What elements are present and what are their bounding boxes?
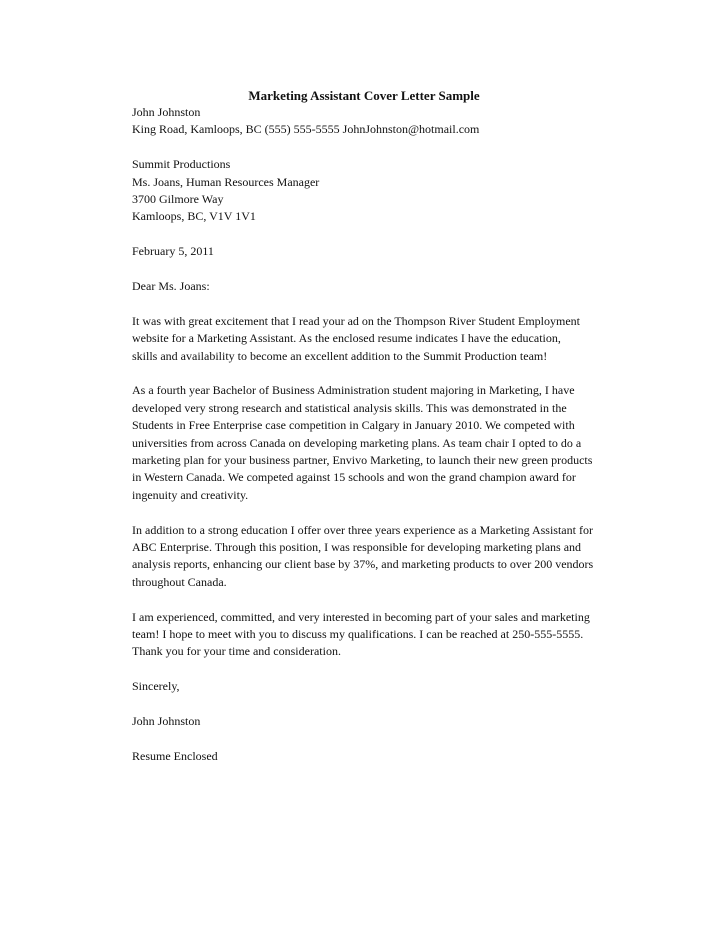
paragraph-line: analysis reports, enhancing our client base by 37%, and marketing products to over 200 vendors bbox=[132, 557, 594, 572]
paragraph-line: website for a Marketing Assistant. As the enclosed resume indicates I have the education, bbox=[132, 331, 561, 346]
paragraph-line: Thank you for your time and consideration. bbox=[132, 644, 341, 659]
paragraph-line: in Western Canada. We competed against 15 schools and won the grand champion award for bbox=[132, 470, 576, 485]
paragraph-line: As a fourth year Bachelor of Business Administration student majoring in Marketing, I have bbox=[132, 383, 575, 398]
recipient-city: Kamloops, BC, V1V 1V1 bbox=[132, 209, 256, 224]
closing: Sincerely, bbox=[132, 679, 180, 694]
paragraph-line: In addition to a strong education I offer over three years experience as a Marketing Assistant for bbox=[132, 522, 593, 537]
paragraph-1 bbox=[132, 313, 602, 365]
paragraph-line: skills and availability to become an excellent addition to the Summit Production team! bbox=[132, 348, 548, 363]
recipient-contact: Ms. Joans, Human Resources Manager bbox=[132, 174, 320, 189]
paragraph-line: marketing plan for your business partner, Envivo Marketing, to launch their new green products bbox=[132, 453, 593, 468]
recipient-company: Summit Productions bbox=[132, 157, 231, 172]
paragraph-3 bbox=[132, 522, 602, 592]
paragraph-line: universities from across Canada on developing marketing plans. As team chair I opted to do a bbox=[132, 435, 582, 450]
letter-body bbox=[132, 104, 602, 765]
paragraph-line: Students in Free Enterprise case competition in Calgary in January 2010. We competed with bbox=[132, 418, 575, 433]
spacer bbox=[132, 295, 602, 312]
recipient-street: 3700 Gilmore Way bbox=[132, 192, 224, 207]
letter-title: Marketing Assistant Cover Letter Sample bbox=[248, 88, 480, 103]
spacer bbox=[132, 696, 602, 713]
paragraph-2 bbox=[132, 382, 602, 504]
spacer bbox=[132, 261, 602, 278]
spacer bbox=[132, 730, 602, 747]
letter-date: February 5, 2011 bbox=[132, 244, 214, 259]
signature-name: John Johnston bbox=[132, 714, 201, 729]
salutation: Dear Ms. Joans: bbox=[132, 279, 210, 294]
paragraph-line: I am experienced, committed, and very interested in becoming part of your sales and marketing bbox=[132, 609, 590, 624]
spacer bbox=[132, 365, 602, 382]
enclosure-note: Resume Enclosed bbox=[132, 748, 218, 763]
spacer bbox=[132, 226, 602, 243]
paragraph-line: It was with great excitement that I read your ad on the Thompson River Student Employment bbox=[132, 313, 581, 328]
sender-name: John Johnston bbox=[132, 105, 201, 119]
paragraph-line: ABC Enterprise. Through this position, I was responsible for developing marketing plans and bbox=[132, 540, 582, 555]
paragraph-line: team! I hope to meet with you to discuss my qualifications. I can be reached at 250-555-5555. bbox=[132, 627, 584, 642]
spacer bbox=[132, 591, 602, 608]
spacer bbox=[132, 661, 602, 678]
spacer bbox=[132, 139, 602, 156]
paragraph-4 bbox=[132, 609, 602, 661]
spacer bbox=[132, 504, 602, 521]
paragraph-line: throughout Canada. bbox=[132, 574, 227, 589]
paragraph-line: ingenuity and creativity. bbox=[132, 487, 249, 502]
paragraph-line: developed very strong research and statistical analysis skills. This was demonstrated in the bbox=[132, 400, 567, 415]
sender-address: King Road, Kamloops, BC (555) 555-5555 JohnJohnston@hotmail.com bbox=[132, 122, 480, 137]
